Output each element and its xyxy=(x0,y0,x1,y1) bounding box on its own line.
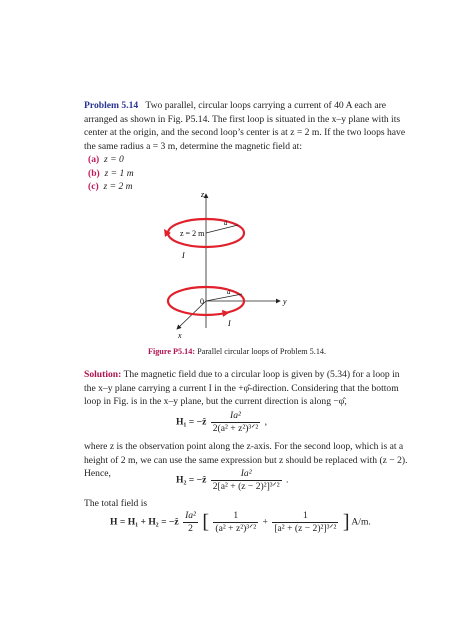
eq1-fraction xyxy=(211,410,260,435)
label-origin: 0 xyxy=(200,297,204,306)
part-c-label: (c) xyxy=(88,181,99,192)
label-x-axis: x xyxy=(178,331,182,340)
eq2-denominator: 2[a² + (z − 2)²]³ᐟ² xyxy=(212,481,280,492)
figure-caption-label: Figure P5.14: xyxy=(147,347,196,356)
eq3-numerator: Ia² xyxy=(185,510,196,521)
eq2-numerator: Ia² xyxy=(211,468,282,481)
eq3-term2 xyxy=(272,510,338,535)
eq3-unit: A/m. xyxy=(351,516,371,528)
eq3-plus: + xyxy=(262,516,268,528)
eq3-prefactor xyxy=(183,510,198,535)
eq1-lhs: H₁ = −ẑ xyxy=(176,416,207,428)
eq2-lhs: H₂ = −ẑ xyxy=(176,474,207,486)
eq2-tail: . xyxy=(286,474,289,486)
eq3-lhs: H = H₁ + H₂ = −ẑ xyxy=(110,516,179,528)
eq2-fraction xyxy=(211,468,282,493)
eq1-tail: , xyxy=(264,416,268,428)
eq3-left-bracket: [ xyxy=(202,511,210,533)
solution-text-6: Hence, xyxy=(84,468,111,479)
eq3-term2-den: [a² + (z − 2)²]³ᐟ² xyxy=(274,523,337,534)
part-b xyxy=(88,167,134,181)
solution-text-3: loop in Fig. is in the x–y plane, but the current direction is along −φ̂, xyxy=(84,396,347,407)
part-a xyxy=(88,153,124,167)
label-top-center: z = 2 m xyxy=(180,229,205,238)
top-radius-line xyxy=(206,225,238,233)
label-current-bottom: I xyxy=(228,319,231,328)
part-a-value: z = 0 xyxy=(103,154,124,165)
eq3-term1-den: (a² + z²)³ᐟ² xyxy=(215,523,257,534)
solution-text-4: where z is the observation point along the z-axis. For the second loop, which is at a xyxy=(84,441,404,452)
label-y-axis: y xyxy=(283,297,287,306)
solution-text-1: The magnetic field due to a circular loop is given by (5.34) for a loop in xyxy=(123,369,400,380)
label-radius-bottom: a xyxy=(227,288,231,296)
part-c-value: z = 2 m xyxy=(103,181,133,192)
equation-h2 xyxy=(176,468,288,493)
eq3-term2-num: 1 xyxy=(272,510,338,523)
figure-caption xyxy=(0,347,474,356)
label-z-axis: z xyxy=(201,190,205,199)
part-b-label: (b) xyxy=(88,167,100,179)
part-a-label: (a) xyxy=(88,154,100,165)
problem-text-3: center at the origin, and the second loop’s center is at z = 2 m. If the two loops have xyxy=(84,127,406,138)
eq1-denominator: 2(a² + z²)³ᐟ² xyxy=(212,423,259,434)
bottom-radius-line xyxy=(206,294,242,301)
equation-h1 xyxy=(176,410,267,435)
figure-caption-text: Parallel circular loops of Problem 5.14. xyxy=(197,347,327,356)
label-radius-top: a xyxy=(224,219,228,227)
problem-line-1 xyxy=(84,99,386,113)
solution-text-2: the x–y plane carrying a current I in the +φ̂-direction. Considering that the bottom xyxy=(84,382,399,394)
problem-text-2: arranged as shown in Fig. P5.14. The first loop is situated in the x–y plane with its xyxy=(84,113,401,125)
eq3-denominator: 2 xyxy=(188,523,193,534)
part-b-value: z = 1 m xyxy=(104,167,134,179)
solution-line-1 xyxy=(84,368,400,382)
eq1-numerator: Ia² xyxy=(211,410,260,423)
problem-label: Problem 5.14 xyxy=(84,100,139,111)
loops-figure xyxy=(160,188,310,343)
eq3-term1-num: 1 xyxy=(213,510,258,523)
solution-label: Solution: xyxy=(84,369,122,380)
part-c xyxy=(88,180,133,194)
eq3-right-bracket: ] xyxy=(342,511,350,533)
equation-total xyxy=(110,510,371,535)
solution-text-5: height of 2 m, we can use the same expression but z should be replaced with (z − 2). xyxy=(84,454,408,466)
problem-text-4: the same radius a = 3 m, determine the magnetic field at: xyxy=(84,140,302,152)
total-field-text: The total field is xyxy=(84,498,148,509)
label-current-top: I xyxy=(182,251,185,260)
eq3-term1 xyxy=(213,510,258,535)
problem-text-1: Two parallel, circular loops carrying a current of 40 A each are xyxy=(145,100,387,111)
